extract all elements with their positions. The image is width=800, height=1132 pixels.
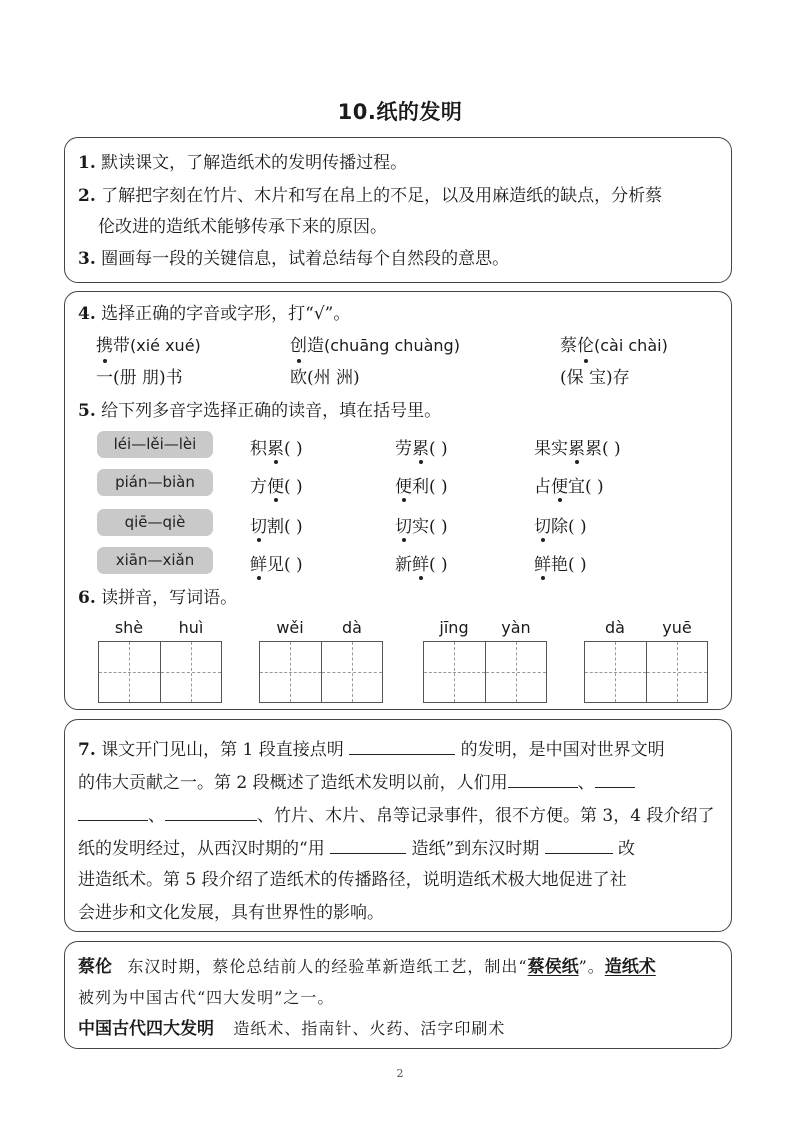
note-body-1: 东汉时期，蔡伦总结前人的经验革新造纸工艺，制出“ — [127, 957, 528, 976]
w-d: 累 — [412, 434, 429, 459]
w-b[interactable]: 宜( ) — [568, 477, 604, 497]
q5-badge-4: xiān—xiǎn — [97, 547, 213, 574]
q6-g1-p1: shè — [114, 618, 144, 637]
goal-1 — [78, 151, 407, 175]
w-d: 鲜 — [412, 550, 429, 575]
w-d: 便 — [551, 472, 568, 497]
note-zaozhishu: 造纸术 — [604, 957, 656, 977]
q6-g2-p1: wěi — [276, 618, 304, 637]
q4-text: 选择正确的字音或字形，打“√”。 — [101, 304, 351, 324]
q5-num: 5. — [78, 401, 96, 421]
w-d: 鲜 — [250, 550, 267, 575]
q7-line-3 — [78, 802, 714, 828]
q4-prompt — [78, 302, 350, 326]
q6-grid-4[interactable] — [584, 641, 708, 703]
q4-num: 4. — [78, 304, 96, 324]
w-b[interactable]: ( ) — [429, 439, 448, 459]
w-b[interactable]: 艳( ) — [551, 555, 587, 575]
q4-item-3-dotted: 伦 — [577, 336, 594, 356]
w-b[interactable]: 累( ) — [585, 439, 621, 459]
q7-blank-3b[interactable] — [78, 802, 148, 821]
q5-word-4-3[interactable] — [534, 550, 587, 575]
q6-text: 读拼音，写词语。 — [101, 588, 238, 608]
goal-2-cont — [98, 215, 387, 239]
q4-item-2-dotted: 创 — [290, 336, 307, 356]
note-line-2 — [78, 986, 334, 1010]
note-line-1 — [78, 955, 656, 979]
q7-num: 7. — [78, 740, 96, 760]
goal-2-text: 了解把字刻在竹片、木片和写在帛上的不足，以及用麻造纸的缺点，分析蔡 — [101, 186, 663, 206]
q7-t1: 课文开门见山，第 1 段直接点明 — [101, 740, 344, 760]
q6-g4-p2: yuē — [662, 618, 692, 637]
q4-item-1-dotted: 携 — [96, 336, 113, 356]
q7-t10: 进造纸术。第 5 段介绍了造纸术的传播路径，说明造纸术极大地促进了社 — [78, 870, 627, 890]
q7-t2: 的发明，是中国对世界文明 — [460, 740, 665, 760]
q4-item-6-text[interactable]: (保 宝)存 — [560, 368, 630, 388]
q5-badge-3: qiē—qiè — [97, 509, 213, 536]
q6-prompt — [78, 586, 237, 610]
q7-line-6 — [78, 901, 384, 925]
q4-item-1-options[interactable]: (xié xué) — [130, 336, 201, 355]
q7-blank-4[interactable] — [165, 802, 257, 821]
goal-2 — [78, 184, 662, 208]
goal-1-num: 1. — [78, 153, 96, 173]
q7-t9: 改 — [618, 839, 636, 859]
q7-blank-3a[interactable] — [595, 769, 635, 788]
grid-cell[interactable] — [646, 642, 708, 702]
q6-g1-p2: huì — [178, 618, 204, 637]
note-head-four-inventions: 中国古代四大发明 — [78, 1019, 214, 1039]
q6-g3-p2: yàn — [501, 618, 531, 637]
w-d: 累 — [267, 434, 284, 459]
q7-line-5 — [78, 868, 627, 892]
q6-g2-p2: dà — [342, 618, 362, 637]
goal-3-num: 3. — [78, 249, 96, 269]
q4-item-4[interactable] — [96, 366, 183, 390]
grid-cell[interactable] — [260, 642, 321, 702]
q4-item-5-text[interactable]: 欧(州 洲) — [290, 368, 360, 388]
goal-3-text: 圈画每一段的关键信息，试着总结每个自然段的意思。 — [101, 249, 510, 269]
q7-blank-6[interactable] — [545, 835, 613, 854]
q4-item-3-options[interactable]: (cài chài) — [594, 336, 668, 355]
q6-grid-1[interactable] — [98, 641, 222, 703]
note-body-2: ”。 — [578, 957, 605, 976]
q7-blank-1[interactable] — [349, 736, 455, 755]
q5-word-3-1[interactable] — [250, 512, 303, 537]
q4-item-2[interactable] — [290, 334, 460, 358]
q5-word-4-2[interactable] — [395, 550, 448, 575]
w-d: 鲜 — [534, 550, 551, 575]
page-number: 2 — [396, 1067, 404, 1080]
w-b[interactable]: ( ) — [284, 477, 303, 497]
q7-line-4 — [78, 835, 635, 861]
w-b[interactable]: 除( ) — [551, 517, 587, 537]
grid-cell[interactable] — [585, 642, 646, 702]
page-title: 10.纸的发明 — [337, 100, 463, 124]
note-line-3 — [78, 1017, 505, 1041]
q5-word-2-1[interactable] — [250, 472, 303, 497]
q4-item-4-text[interactable]: 一(册 朋)书 — [96, 368, 183, 388]
q7-t4: 、 — [577, 773, 595, 793]
q4-item-1-post: 带 — [113, 336, 130, 356]
w-d: 切 — [250, 512, 267, 537]
w-d: 切 — [395, 512, 412, 537]
note-caihouzhi: 蔡侯纸 — [527, 957, 579, 977]
q7-line-1 — [78, 736, 665, 762]
q7-t3: 的伟大贡献之一。第 2 段概述了造纸术发明以前，人们用 — [78, 773, 508, 793]
q6-g3-p1: jīng — [439, 618, 469, 637]
w-b[interactable]: 见( ) — [267, 555, 303, 575]
w-a: 新 — [395, 555, 412, 575]
grid-cell[interactable] — [485, 642, 547, 702]
q4-item-2-post: 造 — [307, 336, 324, 356]
q4-item-3-pre: 蔡 — [560, 336, 577, 356]
q4-item-1[interactable] — [96, 334, 201, 358]
q7-line-2 — [78, 769, 635, 795]
note-body-4: 造纸术、指南针、火药、活字印刷术 — [233, 1019, 506, 1038]
q5-word-2-3[interactable] — [534, 472, 604, 497]
q5-word-1-3[interactable] — [534, 434, 621, 459]
q4-item-6[interactable] — [560, 366, 630, 390]
w-a: 积 — [250, 439, 267, 459]
q5-word-3-3[interactable] — [534, 512, 587, 537]
note-body-3: 被列为中国古代“四大发明”之一。 — [78, 988, 335, 1007]
q5-word-1-1[interactable] — [250, 434, 303, 459]
grid-cell[interactable] — [160, 642, 222, 702]
q5-word-3-2[interactable] — [395, 512, 448, 537]
q7-t11: 会进步和文化发展，具有世界性的影响。 — [78, 903, 384, 923]
w-a: 方 — [250, 477, 267, 497]
q7-t5: 、 — [148, 806, 165, 826]
grid-cell[interactable] — [321, 642, 383, 702]
q4-item-3[interactable] — [560, 334, 668, 358]
w-d: 切 — [534, 512, 551, 537]
q5-badge-1: léi—lěi—lèi — [97, 431, 213, 458]
q5-word-4-1[interactable] — [250, 550, 303, 575]
w-b[interactable]: ( ) — [284, 439, 303, 459]
q7-t8: 造纸”到东汉时期 — [411, 839, 540, 859]
goal-2-cont-text: 伦改进的造纸术能够传承下来的原因。 — [98, 217, 387, 237]
goal-3 — [78, 247, 509, 271]
q7-t6: 、竹片、木片、帛等记录事件，很不方便。第 3，4 段介绍了 — [257, 806, 715, 826]
w-d: 累 — [568, 434, 585, 459]
q5-word-2-2[interactable] — [395, 472, 448, 497]
q7-t7: 纸的发明经过，从西汉时期的“用 — [78, 839, 325, 859]
w-a: 占 — [534, 477, 551, 497]
q5-badge-2: pián—biàn — [97, 469, 213, 496]
w-d: 便 — [395, 472, 412, 497]
q5-word-1-2[interactable] — [395, 434, 448, 459]
goal-1-text: 默读课文，了解造纸术的发明传播过程。 — [101, 153, 408, 173]
q4-item-2-options[interactable]: (chuāng chuàng) — [324, 336, 460, 355]
w-a: 劳 — [395, 439, 412, 459]
q6-num: 6. — [78, 588, 96, 608]
q6-grid-2[interactable] — [259, 641, 383, 703]
w-b[interactable]: 割( ) — [267, 517, 303, 537]
q7-blank-2[interactable] — [508, 769, 578, 788]
note-head-cailun: 蔡伦 — [78, 957, 112, 977]
grid-cell[interactable] — [424, 642, 485, 702]
w-b[interactable]: ( ) — [429, 555, 448, 575]
q7-blank-5[interactable] — [330, 835, 406, 854]
w-b[interactable]: 利( ) — [412, 477, 448, 497]
w-d: 便 — [267, 472, 284, 497]
goal-2-num: 2. — [78, 186, 96, 206]
q5-text: 给下列多音字选择正确的读音，填在括号里。 — [101, 401, 442, 421]
q6-g4-p1: dà — [605, 618, 625, 637]
q6-grid-3[interactable] — [423, 641, 547, 703]
grid-cell[interactable] — [99, 642, 160, 702]
w-b[interactable]: 实( ) — [412, 517, 448, 537]
q4-item-5[interactable] — [290, 366, 360, 390]
w-a: 果实 — [534, 439, 568, 459]
q5-prompt — [78, 399, 441, 423]
